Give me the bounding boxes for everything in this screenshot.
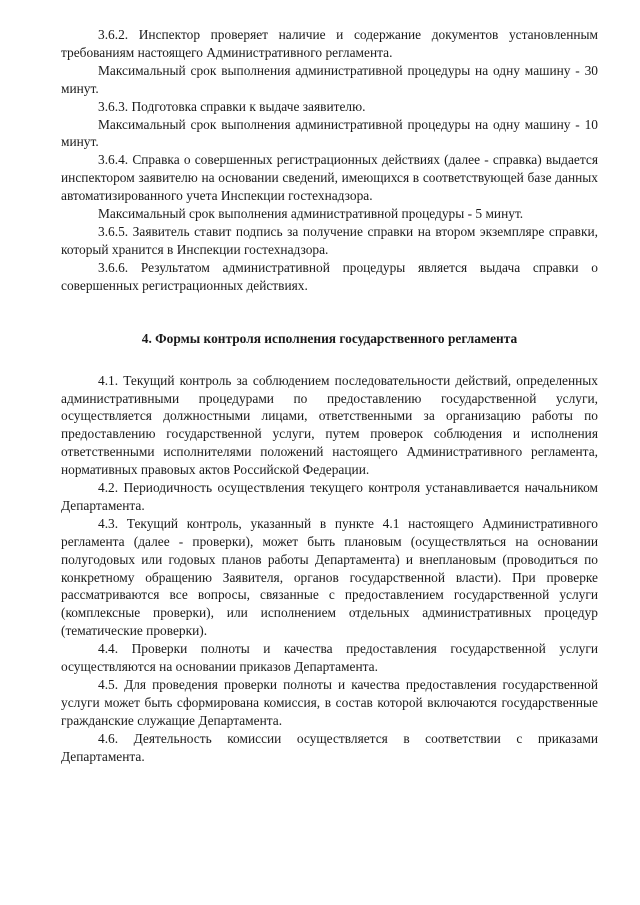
paragraph-3-6-4: 3.6.4. Справка о совершенных регистрационных действиях (далее - справка) выдается инспектором заявителю на основании сведений, имеющихся в соответствующей базе данных автоматизированного учета Инспекции гостехнадзора. [61,152,598,204]
paragraph-4-1: 4.1. Текущий контроль за соблюдением последовательности действий, определенных административными процедурами по предоставлению государственной услуги, осуществляется должностными лицами, ответственными за организацию работы по предоставлению государственной услуги, путем проверок соблюдения и исполнения ответственными исполнителями положений настоящего Административного регламента, нормативных правовых актов Российской Федерации. [61,372,598,478]
paragraph-4-3: 4.3. Текущий контроль, указанный в пункте 4.1 настоящего Административного регламента (далее - проверки), может быть плановым (осуществляться на основании полугодовых или годовых планов работы Департамента) и внеплановым (проводиться по конкретному обращению Заявителя, органов государственной власти). При проверке рассматриваются все вопросы, связанные с предоставлением государственной услуги (комплексные проверки), или исполнением отдельных административных процедур (тематические проверки). [61,515,598,639]
section-4-heading: 4. Формы контроля исполнения государственного регламента [141,330,518,346]
paragraph-3-6-6: 3.6.6. Результатом административной процедуры является выдача справки о совершенных регистрационных действиях. [61,259,598,293]
paragraph-max-time-30: Максимальный срок выполнения административной процедуры на одну машину - 30 минут. [61,62,598,96]
paragraph-4-6: 4.6. Деятельность комиссии осуществляется в соответствии с приказами Департамента. [61,730,598,764]
paragraph-4-2: 4.2. Периодичность осуществления текущего контроля устанавливается начальником Департамента. [61,480,598,513]
paragraph-3-6-2: 3.6.2. Инспектор проверяет наличие и содержание документов установленным требованиям настоящего Административного регламента. [61,27,598,60]
paragraph-4-4: 4.4. Проверки полноты и качества предоставления государственной услуги осуществляются на основании приказов Департамента. [61,641,598,675]
paragraph-max-time-10: Максимальный срок выполнения административной процедуры на одну машину - 10 минут. [61,116,598,150]
paragraph-4-5: 4.5. Для проведения проверки полноты и качества предоставления государственной услуги может быть сформирована комиссия, в состав которой включаются государственные гражданские служащие Департамента. [61,677,598,728]
section-3-6-continuation [61,26,598,295]
paragraph-3-6-5: 3.6.5. Заявитель ставит подпись за получение справки на втором экземпляре справки, который хранится в Инспекции гостехнадзора. [61,223,598,257]
paragraph-max-time-5: Максимальный срок выполнения административной процедуры - 5 минут. [98,206,524,222]
section-4-body [61,372,598,766]
paragraph-3-6-3: 3.6.3. Подготовка справки к выдаче заявителю. [98,98,366,114]
